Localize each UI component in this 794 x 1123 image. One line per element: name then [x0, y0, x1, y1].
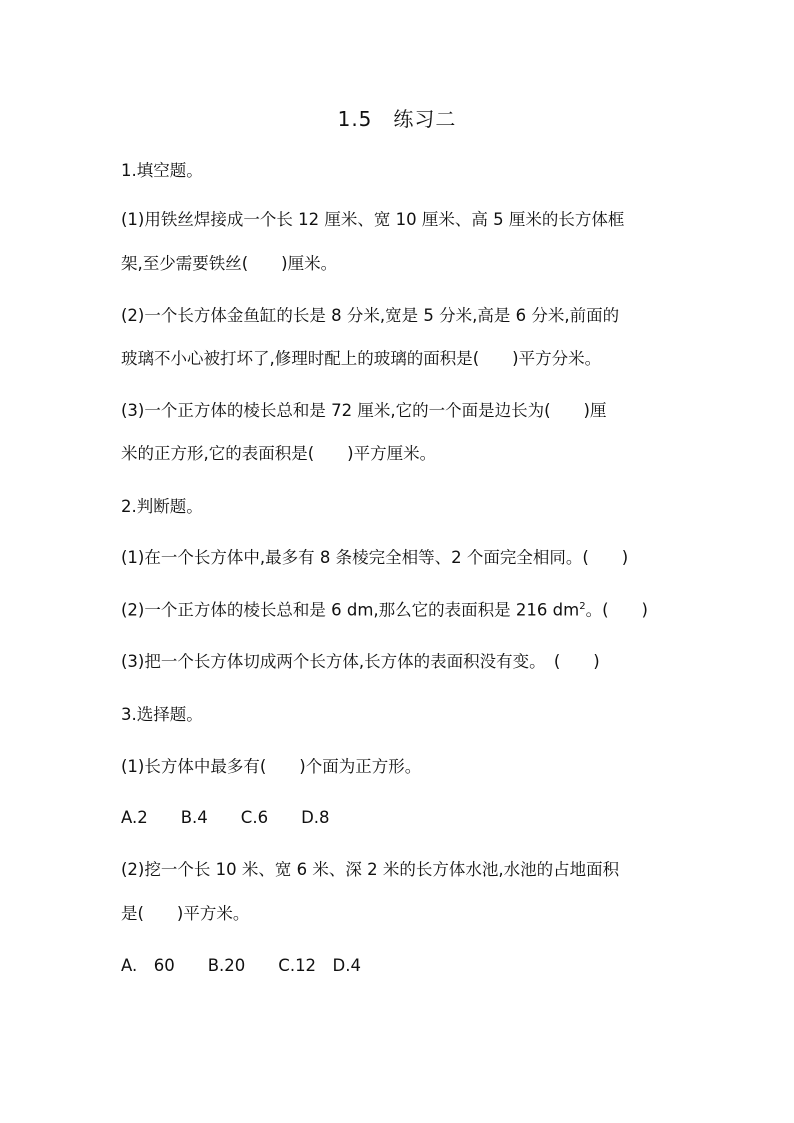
s3-q2-line2: 是( )平方米。 — [121, 904, 250, 923]
page-title: 1.5 练习二 — [337, 107, 457, 131]
section-2-heading: 2.判断题。 — [121, 497, 203, 516]
s1-q2-line2: 玻璃不小心被打坏了,修理时配上的玻璃的面积是( )平方分米。 — [121, 349, 602, 368]
s2-q1: (1)在一个长方体中,最多有 8 条棱完全相等、2 个面完全相同。( ) — [121, 548, 629, 567]
s3-q2-options: A. 60 B.20 C.12 D.4 — [121, 956, 362, 975]
section-1-heading: 1.填空题。 — [121, 161, 203, 180]
s2-q2 — [121, 602, 648, 619]
s1-q1-line2: 架,至少需要铁丝( )厘米。 — [121, 254, 338, 273]
s1-q2-line1: (2)一个长方体金鱼缸的长是 8 分米,宽是 5 分米,高是 6 分米,前面的 — [121, 306, 620, 325]
s1-q1-line1: (1)用铁丝焊接成一个长 12 厘米、宽 10 厘米、高 5 厘米的长方体框 — [121, 210, 625, 229]
s3-q1-stem: (1)长方体中最多有( )个面为正方形。 — [121, 757, 422, 776]
s3-q1-options: A.2 B.4 C.6 D.8 — [121, 808, 330, 827]
s2-q2-tail: 。( ) — [585, 600, 648, 620]
s2-q2-superscript: 2 — [579, 601, 586, 612]
s2-q2-text: (2)一个正方体的棱长总和是 6 dm,那么它的表面积是 216 dm — [121, 600, 580, 620]
s2-q3: (3)把一个长方体切成两个长方体,长方体的表面积没有变。 ( ) — [121, 652, 600, 671]
section-3-heading: 3.选择题。 — [121, 705, 203, 724]
s1-q3-line2: 米的正方形,它的表面积是( )平方厘米。 — [121, 444, 437, 463]
s3-q2-line1: (2)挖一个长 10 米、宽 6 米、深 2 米的长方体水池,水池的占地面积 — [121, 860, 620, 879]
s1-q3-line1: (3)一个正方体的棱长总和是 72 厘米,它的一个面是边长为( )厘 — [121, 401, 607, 420]
